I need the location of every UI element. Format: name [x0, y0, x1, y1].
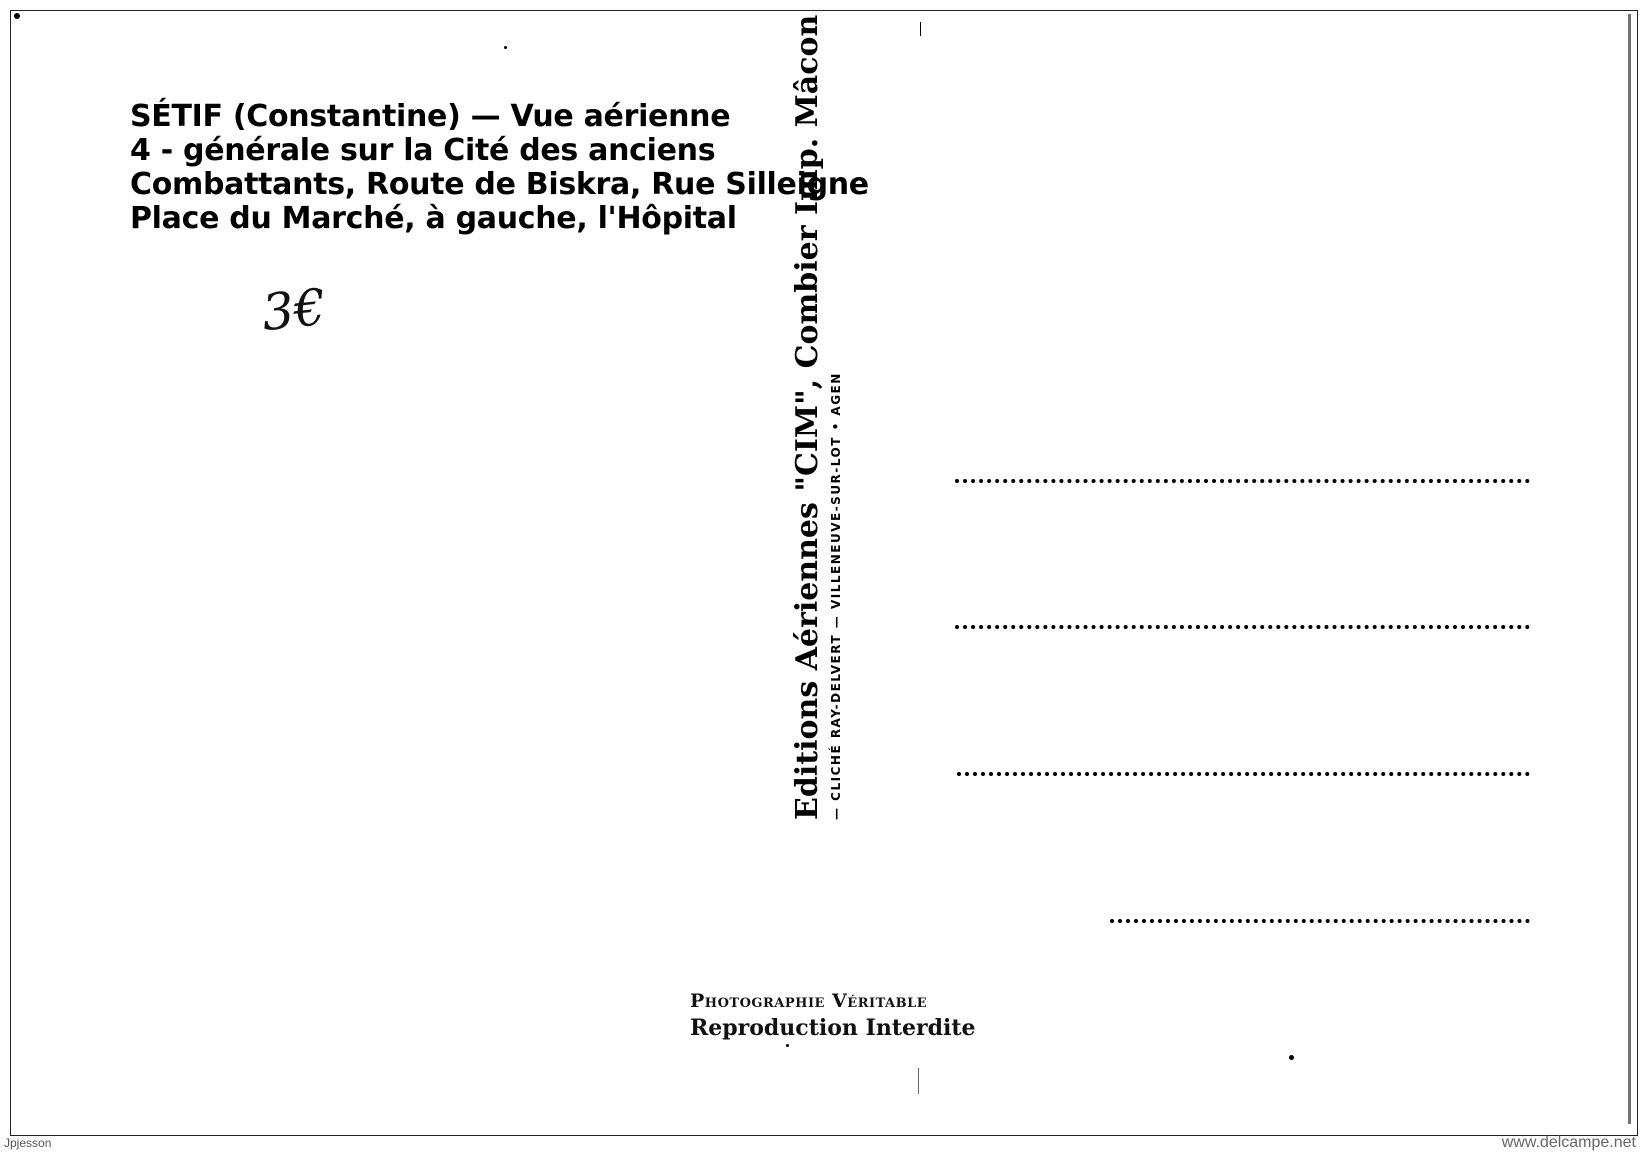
ink-speck	[1289, 1055, 1294, 1060]
publisher-credit: — CLICHÉ RAY-DELVERT — VILLENEUVE-SUR-LOT • AGEN	[829, 372, 843, 820]
address-line-4	[1110, 919, 1530, 923]
address-line-3	[957, 772, 1530, 776]
edge-mark	[918, 1068, 919, 1094]
address-line-2	[955, 625, 1530, 629]
photo-mention-line-1: Photographie Véritable	[690, 990, 928, 1012]
photo-mention-line-2: Reproduction Interdite	[690, 1015, 976, 1041]
edge-mark	[1628, 14, 1631, 1124]
site-watermark: www.delcampe.net	[1501, 1134, 1636, 1151]
postcard-caption	[130, 100, 890, 236]
photo-mention	[690, 988, 980, 1042]
caption-line-2: 4 - générale sur la Cité des anciens	[130, 133, 716, 168]
ink-speck	[504, 46, 507, 49]
caption-line-3: Combattants, Route de Biskra, Rue Silleigne	[130, 167, 869, 202]
caption-line-1: SÉTIF (Constantine) — Vue aérienne	[130, 99, 731, 134]
edge-mark	[920, 22, 921, 36]
address-line-1	[955, 479, 1530, 483]
ink-speck	[14, 13, 20, 19]
caption-line-4: Place du Marché, à gauche, l'Hôpital	[130, 201, 737, 236]
publisher-imprint	[790, 14, 880, 820]
uploader-name: Jpjesson	[4, 1136, 52, 1150]
publisher-name: Editions Aériennes "CIM", Combier Imp. Mâcon	[790, 14, 825, 820]
handwritten-price: 3€	[259, 277, 329, 343]
ink-speck	[786, 1044, 789, 1047]
